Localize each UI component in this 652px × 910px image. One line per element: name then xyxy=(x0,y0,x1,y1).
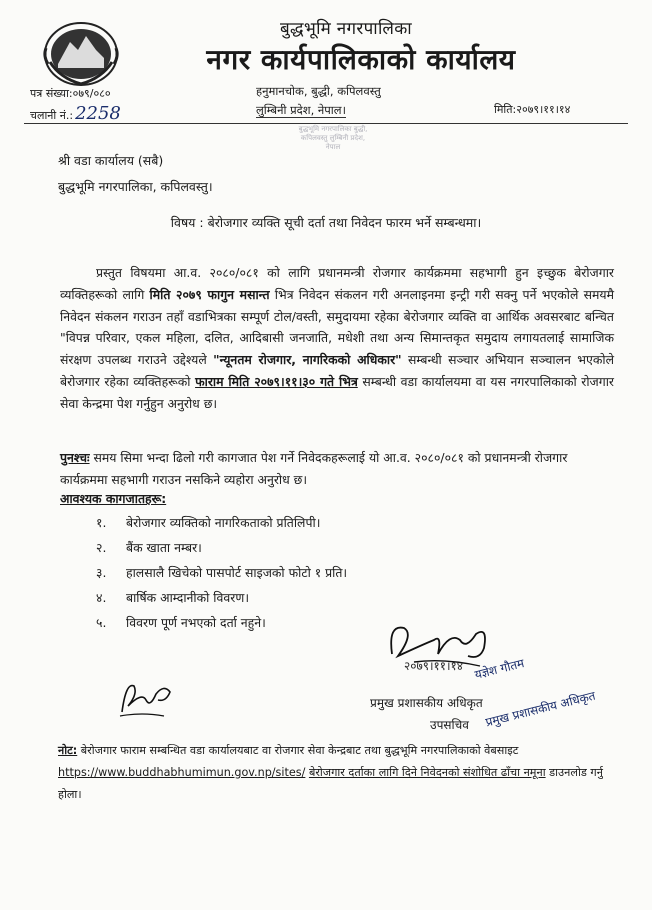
recipient-line-1: श्री वडा कार्यालय (सबै) xyxy=(58,153,164,168)
address-province: लुम्बिनी प्रदेश, नेपाल। xyxy=(256,103,346,117)
municipality-name: बुद्धभूमि नगरपालिका xyxy=(280,19,412,39)
body-text-3: सम्बन्धी सञ्चार अभियान सञ्चालन भएकोले बेरोजगार रहेका व्यक्तिहरूको xyxy=(60,352,614,389)
officer-name-stamp: यज्ञेश गौतम xyxy=(473,656,526,682)
address-line-1: हनुमानचोक, बुद्धी, कपिलवस्तु xyxy=(256,84,381,98)
signature-date-handwritten: २०७९।११।१४ xyxy=(404,659,464,673)
body-text-1: प्रस्तुत विषयमा आ.व. २०८०/०८१ को लागि प्रधानमन्त्री रोजगार कार्यक्रममा सहभागी हुन इच्छुक बेरोजगार व्यक्तिहरूको लागि xyxy=(60,265,614,302)
subject-line: विषय : बेरोजगार व्यक्ति सूची दर्ता तथा निवेदन फारम भर्ने सम्बन्धमा। xyxy=(170,215,482,230)
list-item: १. बेरोजगार व्यक्तिको नागरिकताको प्रतिलिपी। xyxy=(96,515,321,530)
note-text-end: डाउनलोड गर्नु होला। xyxy=(58,766,603,801)
form-template-link[interactable]: बेरोजगार दर्ताका लागि दिने निवेदनको संशोधित ढाँचा नमूना xyxy=(308,766,546,779)
dispatch-label: चलानी नं.: xyxy=(30,109,74,122)
website-link[interactable]: https://www.buddhabhumimun.gov.np/sites/ xyxy=(58,766,306,779)
list-item: ३. हालसालै खिचेको पासपोर्ट साइजको फोटो १ प्रति। xyxy=(96,565,348,580)
officer-role: प्रमुख प्रशासकीय अधिकृत xyxy=(370,696,483,710)
officer-title: उपसचिव xyxy=(430,718,469,732)
recipient-block xyxy=(58,148,213,200)
dispatch-number xyxy=(30,103,121,124)
dispatch-number-handwritten: 2258 xyxy=(75,103,121,124)
requirements-list xyxy=(96,510,347,635)
campaign-slogan: "न्यूनतम रोजगार, नागरिकको अधिकार" xyxy=(213,352,402,368)
postscript-text: समय सिमा भन्दा ढिलो गरी कागजात पेश गर्ने निवेदकहरूलाई यो आ.व. २०८०/०८१ को प्रधानमन्त्री रोजगार कार्यक्रममा सहभागी गराउन नसकिने व्यहोरा अनुरोध छ। xyxy=(60,450,568,487)
initial-signature xyxy=(112,672,182,720)
requirements-heading: आवश्यक कागजातहरू: xyxy=(60,491,167,506)
header-divider xyxy=(24,123,628,124)
deadline-date: मिति २०७९ फागुन मसान्त xyxy=(149,286,270,302)
office-seal-stamp: बुद्धभूमि नगरपालिका बुद्धी, कपिलवस्तु लुम्बिनी प्रदेश, नेपाल xyxy=(298,125,368,151)
list-item: ५. विवरण पूर्ण नभएको दर्ता नहुने। xyxy=(96,615,266,630)
officer-role-stamp: प्रमुख प्रशासकीय अधिकृत xyxy=(484,688,597,730)
postscript xyxy=(60,447,610,491)
body-text-2: भित्र निवेदन संकलन गरी अनलाइनमा इन्ट्री गरी सक्नु पर्ने भएकोले समयमै निवेदन संकलन गराउन तहाँ वडाभित्रका सम्पूर्ण टोल/वस्ती, समुदायमा रहेका बेरोजगार व्यक्ति वा आर्थिक अवसरबाट बन्चित "विपन्न परिवार, एकल महिला, दलित, आदिबासी जनजाति, मधेशी तथा अन्य सिमान्तकृत समुदाय लगायतलाई सामाजिक संरक्षण उपलब्ध गराउने उद्देश्यले xyxy=(60,286,615,368)
note-label: नोट: xyxy=(58,744,78,757)
recipient-line-2: बुद्धभूमि नगरपालिका, कपिलवस्तु। xyxy=(58,179,213,194)
body-text-4: सम्बन्धी वडा कार्यालयमा वा यस नगरपालिकाको रोजगार सेवा केन्द्रमा पेश गर्नुहुन अनुरोध छ। xyxy=(60,373,614,411)
reference-number: पत्र संख्या:०७९/०८० xyxy=(30,87,111,100)
office-title: नगर कार्यपालिकाको कार्यालय xyxy=(206,43,516,76)
list-item: ४. बार्षिक आम्दानीको विवरण। xyxy=(96,590,250,605)
list-item: २. बैंक खाता नम्बर। xyxy=(96,540,202,555)
postscript-label: पुनश्चः xyxy=(60,450,90,465)
form-deadline: फाराम मिति २०७९।११।३० गते भित्र xyxy=(195,373,358,389)
footer-note xyxy=(58,740,618,806)
body-paragraph xyxy=(60,262,614,415)
address-line-2 xyxy=(256,103,346,118)
letter-body xyxy=(60,262,614,415)
note-text: बेरोजगार फाराम सम्बन्धित वडा कार्यालयबाट वा रोजगार सेवा केन्द्रबाट तथा बुद्धभूमि नगरपालिकाको वेबसाइट xyxy=(77,744,519,757)
letter-date: मिति:२०७९।११।१४ xyxy=(494,103,571,116)
